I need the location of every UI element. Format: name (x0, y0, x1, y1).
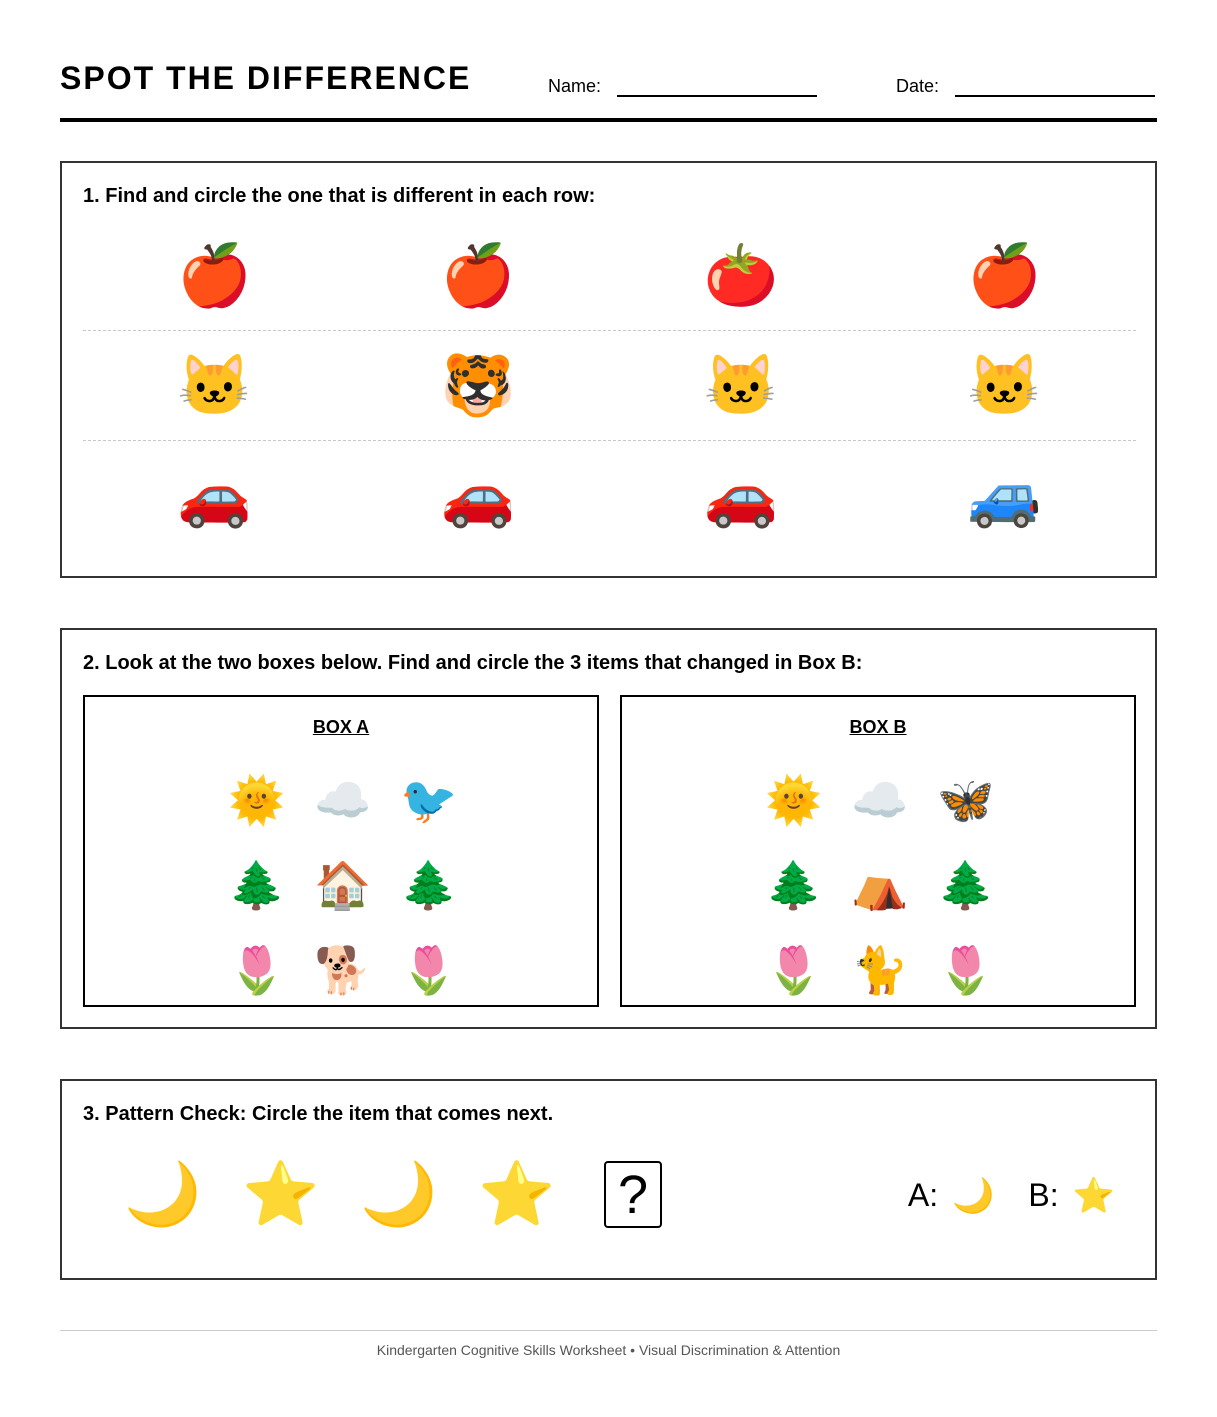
answer-options (874, 1177, 1115, 1214)
option-a-label: A: (907, 1177, 939, 1213)
pattern-sequence (104, 1161, 662, 1228)
page-title: SPOT THE DIFFERENCE (60, 60, 472, 96)
dog-icon[interactable]: 🐕 (314, 943, 372, 996)
date-field (896, 76, 1155, 97)
box-a-title: BOX A (312, 717, 370, 737)
tiger-face-icon[interactable]: 🐯 (440, 351, 516, 419)
star-icon: ⭐ (478, 1159, 556, 1229)
section-odd-one-out (60, 161, 1157, 578)
name-blank-line[interactable] (617, 83, 817, 97)
tulip-icon[interactable]: 🌷 (228, 943, 286, 996)
cloud-icon[interactable]: ☁️ (851, 773, 909, 826)
box-b-grid (751, 757, 1009, 1012)
tree-icon[interactable]: 🌲 (937, 858, 995, 911)
box-b-title: BOX B (849, 717, 907, 737)
worksheet-header (60, 56, 1157, 122)
name-label: Name: (548, 76, 602, 96)
footer (60, 1330, 1157, 1358)
section3-instruction: 3. Pattern Check: Circle the item that comes next. (83, 1103, 554, 1125)
row-cars (83, 441, 1136, 551)
red-car-icon[interactable]: 🚗 (440, 462, 516, 529)
apple-icon[interactable]: 🍎 (440, 241, 516, 309)
tree-icon[interactable]: 🌲 (400, 858, 458, 911)
red-car-icon[interactable]: 🚗 (177, 462, 252, 529)
date-label: Date: (896, 76, 940, 96)
footer-text: Kindergarten Cognitive Skills Worksheet • Visual Discrimination & Attention (376, 1342, 841, 1358)
butterfly-icon[interactable]: 🦋 (937, 773, 995, 826)
blue-suv-icon[interactable]: 🚙 (967, 462, 1042, 529)
option-a[interactable] (908, 1177, 995, 1214)
cat-face-icon[interactable]: 🐱 (703, 351, 779, 419)
name-field (548, 76, 817, 97)
house-icon[interactable]: 🏠 (314, 858, 372, 911)
section1-instruction: 1. Find and circle the one that is different in each row: (83, 185, 596, 207)
section-pattern-check (60, 1079, 1157, 1280)
option-b-label: B: (1028, 1177, 1059, 1213)
moon-icon[interactable]: 🌙 (952, 1176, 995, 1215)
box-b (620, 695, 1136, 1007)
star-icon: ⭐ (242, 1159, 320, 1229)
sun-icon[interactable]: 🌞 (765, 773, 823, 826)
question-mark-box: ? (604, 1161, 662, 1228)
moon-icon: 🌙 (124, 1159, 202, 1229)
odd-one-out-rows (83, 221, 1136, 551)
row-apples (83, 221, 1136, 331)
cat-face-icon[interactable]: 🐱 (177, 351, 252, 419)
moon-icon: 🌙 (360, 1159, 438, 1229)
date-blank-line[interactable] (955, 83, 1155, 97)
tulip-icon[interactable]: 🌷 (765, 943, 823, 996)
tulip-icon[interactable]: 🌷 (400, 943, 458, 996)
cat-face-icon[interactable]: 🐱 (967, 351, 1042, 419)
section-compare-boxes (60, 628, 1157, 1029)
section2-instruction: 2. Look at the two boxes below. Find and circle the 3 items that changed in Box B: (83, 652, 863, 674)
tree-icon[interactable]: 🌲 (765, 858, 823, 911)
tree-icon[interactable]: 🌲 (228, 858, 286, 911)
bird-icon[interactable]: 🐦 (400, 773, 458, 826)
red-car-icon[interactable]: 🚗 (703, 462, 779, 529)
sun-icon[interactable]: 🌞 (228, 773, 286, 826)
star-icon[interactable]: ⭐ (1072, 1176, 1115, 1215)
tulip-icon[interactable]: 🌷 (937, 943, 995, 996)
cat-icon[interactable]: 🐈 (851, 943, 909, 996)
apple-icon[interactable]: 🍎 (177, 241, 252, 309)
box-a (83, 695, 599, 1007)
tent-icon[interactable]: ⛺ (851, 858, 909, 911)
option-b[interactable] (1028, 1177, 1115, 1214)
cloud-icon[interactable]: ☁️ (314, 773, 372, 826)
row-cats (83, 331, 1136, 441)
tomato-icon[interactable]: 🍅 (703, 241, 779, 309)
box-a-grid (214, 757, 472, 1012)
apple-icon[interactable]: 🍎 (967, 241, 1042, 309)
